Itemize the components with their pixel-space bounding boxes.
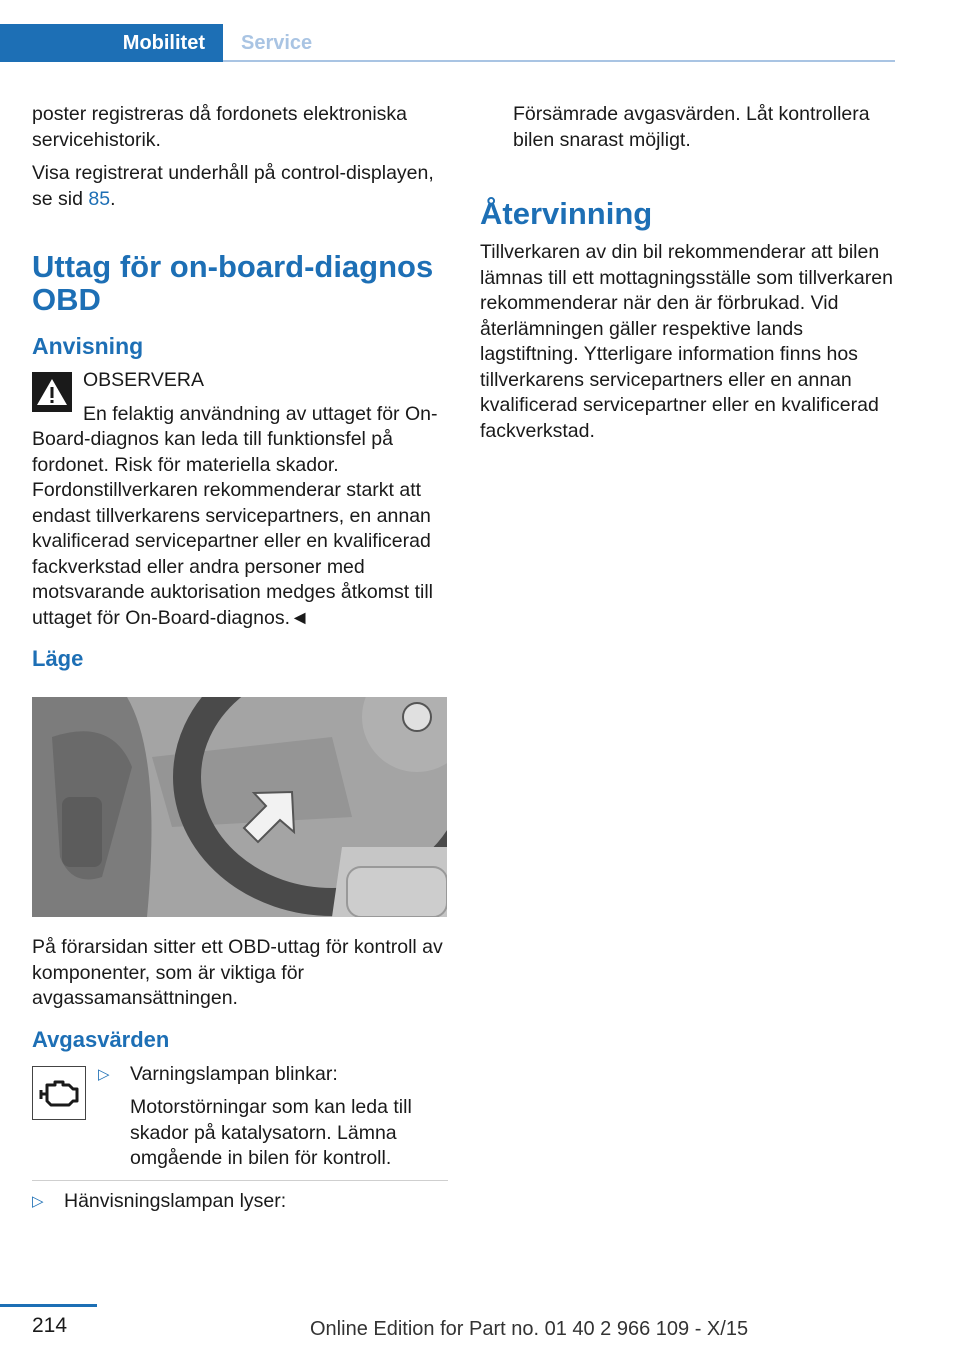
recycling-text: Tillverkaren av din bil rekommenderar att bilen lämnas till ett mottagningsställe som tillverkaren rekommenderar när den är förbrukad. Vid återlämningen gäller respektive lands lagstiftning. Ytterligare information finns hos tillverkarens servicepartners eller en annan kvalificerad servicepartner eller en kvalificerad fackverkstad.: [480, 241, 893, 442]
heading-atervinning: Återvinning: [480, 196, 653, 231]
paragraph-text: Visa registrerat underhåll på control-displayen, se sid: [32, 162, 434, 210]
photo-caption: På förarsidan sitter ett OBD-uttag för kontroll av komponenter, som är viktiga för avgassamansättningen.: [32, 936, 443, 1009]
obd-location-photo: [32, 697, 447, 917]
bullet-triangle-icon: ▷: [32, 1192, 44, 1210]
item-title: Varningslampan blinkar:: [130, 1062, 338, 1085]
engine-check-icon: [32, 1066, 86, 1120]
list-divider: [32, 1180, 448, 1181]
paragraph-service-history: poster registreras då fordonets elektroniska servicehistorik.: [32, 103, 408, 151]
page-number: 214: [32, 1314, 68, 1337]
right-column: [480, 102, 896, 452]
obd-photo-illustration: [32, 697, 447, 917]
heading-obd: Uttag för on-board-diagnos OBD: [32, 249, 434, 317]
warning-title: OBSERVERA: [83, 369, 205, 391]
chapter-tabs: [0, 0, 895, 62]
bullet-triangle-icon: ▷: [98, 1065, 110, 1083]
warning-triangle-icon: [32, 372, 72, 412]
footer-edition: Online Edition for Part no. 01 40 2 966 109 - X/15: [310, 1318, 749, 1340]
tab-mobilitet[interactable]: Mobilitet: [0, 24, 223, 62]
list-item-hanvisningslampa: [32, 1189, 448, 1215]
page-number-bar: [0, 1304, 97, 1307]
tab-service[interactable]: Service: [241, 31, 313, 54]
paragraph-period: .: [110, 187, 116, 210]
page-link-85[interactable]: 85: [88, 187, 111, 210]
paragraph-control-display: [32, 161, 448, 212]
item-text: Motorstörningar som kan leda till skador på katalysatorn. Lämna omgående in bilen för kontroll.: [130, 1096, 412, 1169]
warning-block: [32, 368, 448, 631]
tab-divider: [223, 60, 895, 62]
item-title: Hänvisningslampan lyser:: [64, 1189, 287, 1212]
left-column: [32, 102, 448, 1222]
continued-text: Försämrade avgasvärden. Låt kontrollera bilen snarast möjligt.: [513, 103, 870, 151]
subheading-avgasvarden: Avgasvärden: [32, 1026, 170, 1052]
subheading-anvisning: Anvisning: [32, 333, 144, 359]
subheading-lage: Läge: [32, 646, 84, 671]
indicator-list: [32, 1062, 448, 1215]
list-item-varningslampa: [98, 1062, 448, 1172]
warning-text: En felaktig användning av uttaget för On-Board-diagnos kan leda till funktionsfel på fordonet. Risk för materiella skador. Fordonstillverkaren rekommenderar starkt att endast tillverkarens servicepartners, en annan kvalificerad servicepartner eller en kvalificerad fackverkstad eller andra personer med motsvarande auktorisation medges åtkomst till uttaget för On-Board-diagnos.◄: [32, 402, 438, 629]
